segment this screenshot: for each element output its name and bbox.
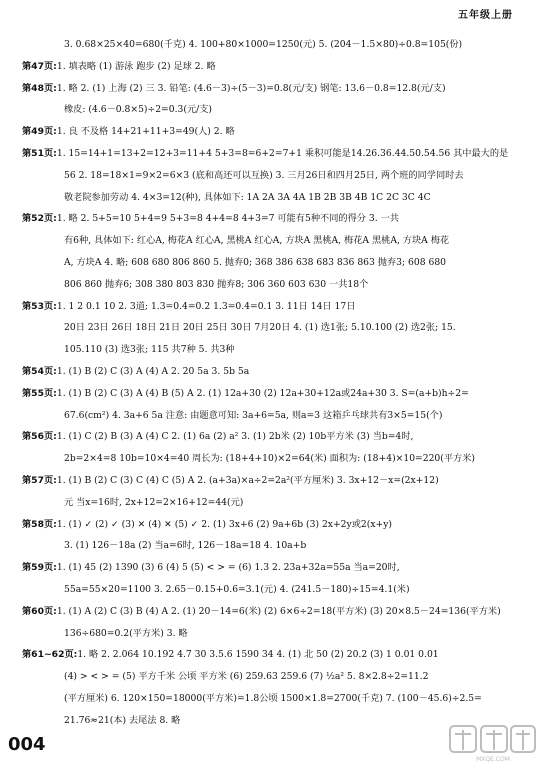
answer-text: 136÷680=0.2(平方米) 3. 略 (64, 627, 188, 639)
answer-text: 元 当x=16时, 2x+12=2×16+12=44(元) (64, 496, 244, 508)
answer-text: 3. (1) 126－18a (2) 当a=6时, 126－18a=18 4. 10a+b (64, 540, 307, 552)
answer-line (22, 405, 527, 427)
page-ref: 第59页: (22, 562, 57, 574)
page-ref: 第56页: (22, 431, 57, 443)
answer-line (22, 644, 527, 666)
answer-text: 806 860 抛弃6; 308 380 803 830 抛弃8; 306 360 603 630 一共18个 (64, 278, 369, 290)
answer-text: 1. (1) B (2) C (3) C (4) C (5) A 2. (a+3a)×a÷2=2a²(平方厘米) 3. 3x+12－x=(2x+12) (56, 474, 439, 486)
answer-text: 1. (1) B (2) C (3) A (4) B (5) A 2. (1) 12a+30 (2) 12a+30+12a或24a+30 3. S=(a+b)h÷2= (56, 387, 469, 399)
answer-text: 55a=55×20=1100 3. 2.65－0.15+0.6=3.1(元) 4. (241.5－180)÷15=4.1(米) (64, 583, 410, 595)
answer-text: 有6种, 具体如下: 红心A, 梅花A 红心A, 黑桃A 红心A, 方块A 黑桃A, 梅花A 黑桃A, 方块A 梅花 (64, 235, 450, 247)
answer-text: 21.76≈21(本) 去尾法 8. 略 (64, 714, 181, 726)
answer-text: 2b=2×4=8 10b=10×4=40 周长为: (18+4+10)×2=64(米) 面积为: (18+4)×10=220(平方米) (64, 453, 476, 465)
answer-text: 67.6(cm²) 4. 3a+6 5a 注意: 由题意可知: 3a+6=5a, 则a=3 这箱乒乓球共有3×5=15(个) (64, 409, 443, 421)
page-ref: 第52页: (22, 213, 57, 225)
answer-line (22, 361, 527, 383)
answer-text: 1. (1) C (2) B (3) A (4) C 2. (1) 6a (2) a² 3. (1) 2b米 (2) 10b平方米 (3) 当b=4时, (56, 431, 414, 443)
page-ref: 第55页: (22, 387, 57, 399)
page-number: 004 (8, 734, 46, 755)
answer-content (22, 34, 527, 732)
answer-line (22, 99, 527, 121)
answer-text: 1. 15=14+1=13+2=12+3=11+4 5+3=8=6+2=7+1 乘积可能是14.26.36.44.50.54.56 其中最大的是 (56, 147, 509, 159)
answer-text: 1. (1) 45 (2) 1390 (3) 6 (4) 5 (5) < > = (6) 1.3 2. 23a+32a=55a 当a=20时, (56, 562, 400, 574)
answer-line (22, 317, 527, 339)
answer-text: 1. 略 2. 2.064 10.192 4.7 30 3.5.6 1590 34 4. (1) 北 50 (2) 20.2 (3) 1 0.01 0.01 (77, 649, 439, 661)
answer-text: 1. (1) ✓ (2) ✓ (3) ✕ (4) ✕ (5) ✓ 2. (1) 3x+6 (2) 9a+6b (3) 2x+2y或2(x+y) (56, 518, 392, 530)
answer-text: (平方厘米) 6. 120×150=18000(平方米)=1.8公顷 1500×1.8=2700(千克) 7. (100－45.6)÷2.5= (64, 692, 482, 704)
answer-text: 橡皮: (4.6－0.8×5)÷2=0.3(元/支) (64, 104, 213, 116)
page-ref: 第48页: (22, 82, 57, 94)
answer-text: 105.110 (3) 选3张; 115 共7种 5. 共3种 (64, 344, 235, 356)
svg-text:MXQE.COM: MXQE.COM (476, 756, 510, 763)
page-ref: 第57页: (22, 474, 57, 486)
answer-text: (4) > < > = (5) 平方千米 公顷 平方米 (6) 259.63 259.6 (7) ½a² 5. 8×2.8÷2=11.2 (64, 671, 429, 683)
answer-line (22, 143, 527, 165)
answer-text: 1. 1 2 0.1 10 2. 3道; 1.3=0.4=0.2 1.3=0.4=0.1 3. 11日 14日 17日 (56, 300, 356, 312)
answer-line (22, 666, 527, 688)
answer-line (22, 448, 527, 470)
page-ref: 第47页: (22, 60, 57, 72)
book-label: 五年级上册 (458, 10, 513, 21)
answer-line (22, 579, 527, 601)
answer-line (22, 514, 527, 536)
page-ref: 第61~62页: (22, 649, 78, 661)
page-ref: 第49页: (22, 126, 57, 138)
page-ref: 第60页: (22, 605, 57, 617)
answer-line (22, 56, 527, 78)
page-ref: 第53页: (22, 300, 57, 312)
answer-line (22, 383, 527, 405)
answer-line (22, 623, 527, 645)
answer-line (22, 535, 527, 557)
answer-line (22, 557, 527, 579)
page-ref: 第51页: (22, 147, 57, 159)
answer-text: A, 方块A 4. 略; 608 680 806 860 5. 抛弃0; 368 386 638 683 836 863 抛弃3; 608 680 (64, 256, 447, 268)
page-ref: 第58页: (22, 518, 57, 530)
answer-text: 1. 填表略 (1) 游泳 跑步 (2) 足球 2. 略 (56, 60, 216, 72)
answer-line (22, 601, 527, 623)
answer-text: 3. 0.68×25×40=680(千克) 4. 100+80×1000=1250(元) 5. (204－1.5×80)÷0.8=105(份) (64, 39, 463, 50)
answer-text: 1. (1) A (2) C (3) B (4) A 2. (1) 20－14=6(米) (2) 6×6÷2=18(平方米) (3) 20×8.5－24=136(平方米) (56, 605, 501, 617)
answer-text: 敬老院参加劳动 4. 4×3=12(种), 具体如下: 1A 2A 3A 4A 1B 2B 3B 4B 1C 2C 3C 4C (64, 191, 431, 203)
answer-line (22, 165, 527, 187)
answer-text: 1. 略 2. 5+5=10 5+4=9 5+3=8 4+4=8 4+3=7 可能有5种不同的得分 3. 一共 (56, 213, 399, 225)
answer-line (22, 78, 527, 100)
answer-text: 1. (1) B (2) C (3) A (4) A 2. 20 5a 3. 5b 5a (56, 365, 250, 377)
page-ref: 第54页: (22, 365, 57, 377)
answer-line (22, 470, 527, 492)
answer-text: 20日 23日 26日 18日 21日 20日 25日 30日 7月20日 4. (1) 选1张; 5.10.100 (2) 选2张; 15. (64, 322, 456, 334)
answer-line (22, 34, 527, 56)
answer-line (22, 339, 527, 361)
answer-line (22, 230, 527, 252)
answer-text: 1. 略 2. (1) 上海 (2) 三 3. 铅笔: (4.6－3)÷(5－3)=0.8(元/支) 钢笔: 13.6－0.8=12.8(元/支) (56, 82, 446, 94)
answer-text: 1. 良 不及格 14+21+11+3=49(人) 2. 略 (56, 126, 235, 138)
watermark-logo-icon (447, 720, 539, 764)
answer-line (22, 187, 527, 209)
answer-text: 56 2. 18=18×1=9×2=6×3 (底和高还可以互换) 3. 三月26日和四月25日, 两个班的同学同时去 (64, 169, 464, 181)
answer-line (22, 208, 527, 230)
answer-line (22, 688, 527, 710)
answer-line (22, 296, 527, 318)
answer-line (22, 274, 527, 296)
answer-line (22, 492, 527, 514)
answer-line (22, 426, 527, 448)
answer-line (22, 121, 527, 143)
answer-line (22, 252, 527, 274)
